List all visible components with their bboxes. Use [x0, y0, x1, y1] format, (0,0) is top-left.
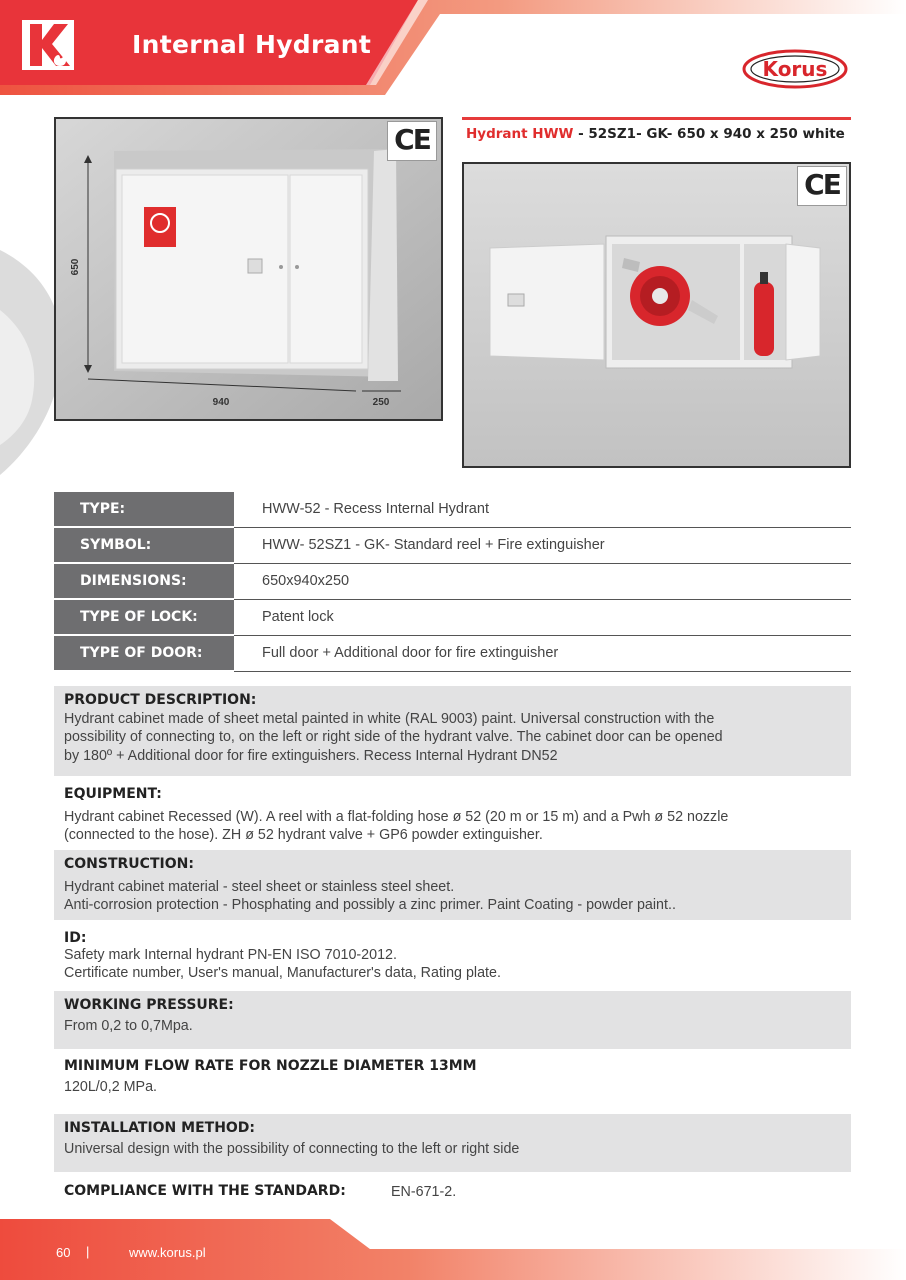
svg-text:Korus: Korus — [762, 57, 828, 81]
spec-label: TYPE: — [54, 492, 234, 526]
section-product-description — [54, 686, 851, 776]
ce-mark-icon: CE — [387, 121, 437, 161]
table-row — [54, 600, 851, 636]
section-line: (connected to the hose). ZH ø 52 hydrant valve + GP6 powder extinguisher. — [64, 827, 543, 844]
dim-height-label: 650 — [70, 258, 81, 276]
table-row — [54, 636, 851, 672]
table-row — [54, 492, 851, 528]
section-line: possibility of connecting to, on the left or right side of the hydrant valve. The cabinet door can be opened — [64, 729, 723, 746]
table-row — [54, 564, 851, 600]
section-line: Anti-corrosion protection - Phosphating and possibly a zinc primer. Paint Coating - powder paint.. — [64, 897, 676, 914]
logo-k-icon — [22, 20, 74, 70]
compliance-value: EN-671-2. — [391, 1184, 457, 1200]
section-construction — [54, 850, 851, 920]
cabinet-open-photo — [462, 162, 851, 468]
dim-depth-label: 250 — [372, 397, 390, 408]
spec-value: 650x940x250 — [234, 564, 851, 600]
product-subtitle: Hydrant HWW - 52SZ1- GK- 650 x 940 x 250 white — [466, 126, 845, 142]
section-line: Certificate number, User's manual, Manufacturer's data, Rating plate. — [64, 965, 501, 982]
section-line: Safety mark Internal hydrant PN-EN ISO 7010-2012. — [64, 947, 397, 963]
spec-value: HWW- 52SZ1 - GK- Standard reel + Fire extinguisher — [234, 528, 851, 564]
spec-label: TYPE OF LOCK: — [54, 600, 234, 634]
table-row — [54, 528, 851, 564]
section-equipment — [54, 780, 851, 846]
page-number: 60 — [56, 1245, 71, 1260]
section-line: by 180º + Additional door for fire extinguishers. Recess Internal Hydrant DN52 — [64, 747, 558, 764]
specs-table — [54, 492, 851, 672]
section-line: Universal design with the possibility of connecting to the left or right side — [64, 1141, 520, 1157]
section-title: EQUIPMENT: — [64, 786, 162, 802]
page-title: Internal Hydrant — [132, 30, 372, 59]
section-title: MINIMUM FLOW RATE FOR NOZZLE DIAMETER 13MM — [64, 1058, 477, 1074]
spec-label: TYPE OF DOOR: — [54, 636, 234, 670]
dim-width-label: 940 — [212, 397, 230, 408]
section-line: 120L/0,2 MPa. — [64, 1079, 157, 1095]
subtitle-rule — [462, 117, 851, 120]
section-line: From 0,2 to 0,7Mpa. — [64, 1018, 193, 1034]
footer-url: www.korus.pl — [129, 1245, 206, 1260]
spec-value: HWW-52 - Recess Internal Hydrant — [234, 492, 851, 528]
spec-value: Patent lock — [234, 600, 851, 636]
spec-label: SYMBOL: — [54, 528, 234, 562]
section-title: CONSTRUCTION: — [64, 856, 194, 872]
section-title: WORKING PRESSURE: — [64, 997, 234, 1013]
section-installation-method — [54, 1114, 851, 1172]
section-line: Hydrant cabinet made of sheet metal painted in white (RAL 9003) paint. Universal construction with the — [64, 711, 715, 727]
footer-separator: | — [86, 1244, 90, 1259]
section-title: INSTALLATION METHOD: — [64, 1120, 256, 1136]
section-minimum-flow-rate — [54, 1052, 851, 1108]
spec-value: Full door + Additional door for fire extinguisher — [234, 636, 851, 672]
section-title: ID: — [64, 930, 87, 946]
spec-label: DIMENSIONS: — [54, 564, 234, 598]
korus-logo — [742, 48, 848, 90]
section-line: Hydrant cabinet Recessed (W). A reel with a flat-folding hose ø 52 (20 m or 15 m) and a Pwh ø 52 nozzle — [64, 809, 729, 825]
section-id — [54, 924, 851, 988]
section-working-pressure — [54, 991, 851, 1049]
section-line: Hydrant cabinet material - steel sheet or stainless steel sheet. — [64, 879, 455, 895]
compliance-label: COMPLIANCE WITH THE STANDARD: — [64, 1183, 346, 1199]
ce-mark-icon: CE — [797, 166, 847, 206]
cabinet-dimension-photo — [54, 117, 443, 421]
section-title: PRODUCT DESCRIPTION: — [64, 692, 257, 708]
